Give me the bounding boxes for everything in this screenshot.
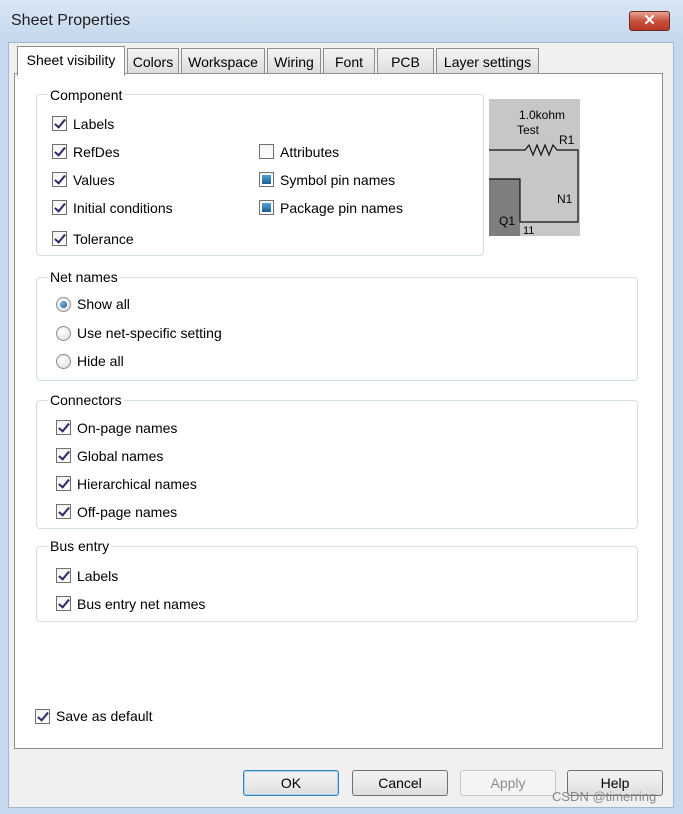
net-specific-radio[interactable] (56, 326, 71, 341)
show-all-radio[interactable] (56, 297, 71, 312)
package-pin-names-checkbox[interactable] (259, 200, 274, 215)
title-bar (0, 0, 683, 42)
close-icon: ✕ (643, 12, 656, 29)
global-names-label[interactable]: Global names (77, 448, 164, 464)
component-group-label: Component (50, 87, 123, 103)
on-page-names-label[interactable]: On-page names (77, 420, 178, 436)
tab-sheet-visibility[interactable]: Sheet visibility (17, 46, 125, 76)
labels-label[interactable]: Labels (73, 116, 115, 132)
tab-wiring[interactable]: Wiring (267, 48, 321, 74)
tab-font[interactable]: Font (323, 48, 375, 74)
tab-layer-settings[interactable]: Layer settings (436, 48, 539, 74)
cancel-button[interactable]: Cancel (352, 770, 448, 796)
refdes-label[interactable]: RefDes (73, 144, 120, 160)
watermark: CSDN @timerring (552, 789, 657, 804)
apply-button[interactable]: Apply (460, 770, 556, 796)
on-page-names-checkbox[interactable] (56, 420, 71, 435)
symbol-pin-names-checkbox[interactable] (259, 172, 274, 187)
preview-refdes: R1 (559, 133, 575, 147)
tab-colors[interactable]: Colors (127, 48, 179, 74)
save-as-default-label[interactable]: Save as default (56, 708, 153, 724)
labels-checkbox[interactable] (52, 116, 67, 131)
symbol-pin-names-label[interactable]: Symbol pin names (280, 172, 396, 188)
attributes-label[interactable]: Attributes (280, 144, 340, 160)
dialog-body (8, 42, 674, 808)
close-button[interactable] (629, 11, 670, 31)
package-pin-names-label[interactable]: Package pin names (280, 200, 403, 216)
off-page-names-checkbox[interactable] (56, 504, 71, 519)
preview-image (489, 99, 580, 236)
tab-panel-sheet-visibility (14, 73, 663, 749)
preview-pin: 11 (523, 225, 535, 236)
attributes-checkbox[interactable] (259, 144, 274, 159)
hide-all-radio[interactable] (56, 354, 71, 369)
bus-entry-group-label: Bus entry (50, 538, 110, 554)
preview-net: N1 (557, 192, 573, 206)
tolerance-label[interactable]: Tolerance (73, 231, 134, 247)
preview-tolerance: Test (517, 123, 540, 137)
initial-conditions-checkbox[interactable] (52, 200, 67, 215)
net-names-group-label: Net names (50, 269, 118, 285)
show-all-label[interactable]: Show all (77, 296, 130, 312)
save-as-default-checkbox[interactable] (35, 709, 50, 724)
off-page-names-label[interactable]: Off-page names (77, 504, 178, 520)
global-names-checkbox[interactable] (56, 448, 71, 463)
hide-all-label[interactable]: Hide all (77, 353, 124, 369)
preview-part: Q1 (499, 214, 516, 228)
preview-value: 1.0kohm (519, 108, 566, 122)
initial-conditions-label[interactable]: Initial conditions (73, 200, 173, 216)
tab-workspace[interactable]: Workspace (181, 48, 265, 74)
ok-button[interactable]: OK (243, 770, 339, 796)
hierarchical-names-checkbox[interactable] (56, 476, 71, 491)
hierarchical-names-label[interactable]: Hierarchical names (77, 476, 197, 492)
tab-pcb[interactable]: PCB (377, 48, 434, 74)
values-checkbox[interactable] (52, 172, 67, 187)
refdes-checkbox[interactable] (52, 144, 67, 159)
help-button[interactable]: Help (567, 770, 663, 796)
bus-entry-net-names-label[interactable]: Bus entry net names (77, 596, 206, 612)
connectors-group-label: Connectors (50, 392, 122, 408)
net-specific-label[interactable]: Use net-specific setting (77, 325, 222, 341)
bus-labels-label[interactable]: Labels (77, 568, 119, 584)
window-title: Sheet Properties (11, 12, 131, 29)
tolerance-checkbox[interactable] (52, 231, 67, 246)
preview-schematic (489, 99, 580, 236)
bus-labels-checkbox[interactable] (56, 568, 71, 583)
values-label[interactable]: Values (73, 172, 115, 188)
bus-entry-net-names-checkbox[interactable] (56, 596, 71, 611)
